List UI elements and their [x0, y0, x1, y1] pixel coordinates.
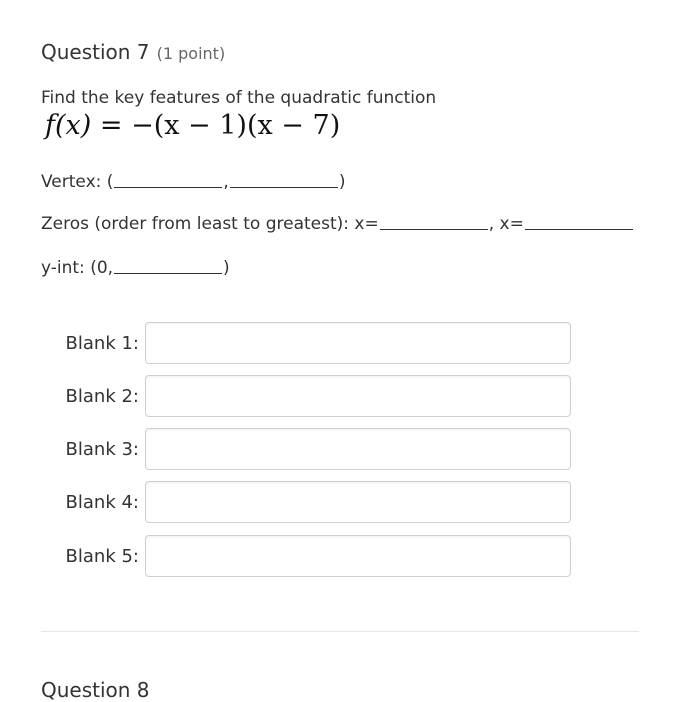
- blank-input-5[interactable]: [145, 535, 571, 577]
- blank-field-2: [41, 374, 601, 418]
- blank-input-3[interactable]: [145, 428, 571, 470]
- yint-line: [41, 258, 230, 278]
- blank-field-5: [41, 534, 601, 578]
- zeros-label: Zeros (order from least to greatest): x=: [41, 214, 379, 234]
- question-divider: [41, 631, 639, 632]
- zeros-separator: , x=: [488, 214, 524, 234]
- quadratic-formula: [45, 110, 340, 141]
- vertex-line: [41, 172, 345, 192]
- yint-label: y-int: (0,: [41, 258, 114, 278]
- formula-lhs: f(x) =: [45, 110, 132, 141]
- question-points: (1 point): [156, 44, 226, 63]
- vertex-y-blank-line: [230, 186, 338, 188]
- zero-1-blank-line: [380, 228, 488, 230]
- vertex-close: ): [338, 172, 346, 192]
- zero-2-blank-line: [525, 228, 633, 230]
- blank-input-4[interactable]: [145, 481, 571, 523]
- blank-label-5: Blank 5:: [65, 545, 139, 567]
- next-question-title: Question 8: [41, 678, 150, 702]
- blank-label-1: Blank 1:: [65, 332, 139, 354]
- blank-field-1: [41, 321, 601, 365]
- blank-label-2: Blank 2:: [65, 385, 139, 407]
- question-title: Question 7: [41, 40, 150, 64]
- blank-field-3: [41, 427, 601, 471]
- vertex-separator: ,: [223, 172, 229, 192]
- question-header: [41, 40, 225, 64]
- question-prompt: Find the key features of the quadratic function: [41, 88, 437, 108]
- formula-rhs: −(x − 1)(x − 7): [131, 110, 341, 141]
- yint-blank-line: [114, 272, 222, 274]
- vertex-label: Vertex: (: [41, 172, 114, 192]
- blank-input-1[interactable]: [145, 322, 571, 364]
- blank-label-3: Blank 3:: [65, 438, 139, 460]
- blank-field-4: [41, 480, 601, 524]
- blank-input-2[interactable]: [145, 375, 571, 417]
- yint-close: ): [223, 258, 230, 278]
- vertex-x-blank-line: [114, 186, 222, 188]
- zeros-line: [41, 214, 634, 234]
- blank-label-4: Blank 4:: [65, 491, 139, 513]
